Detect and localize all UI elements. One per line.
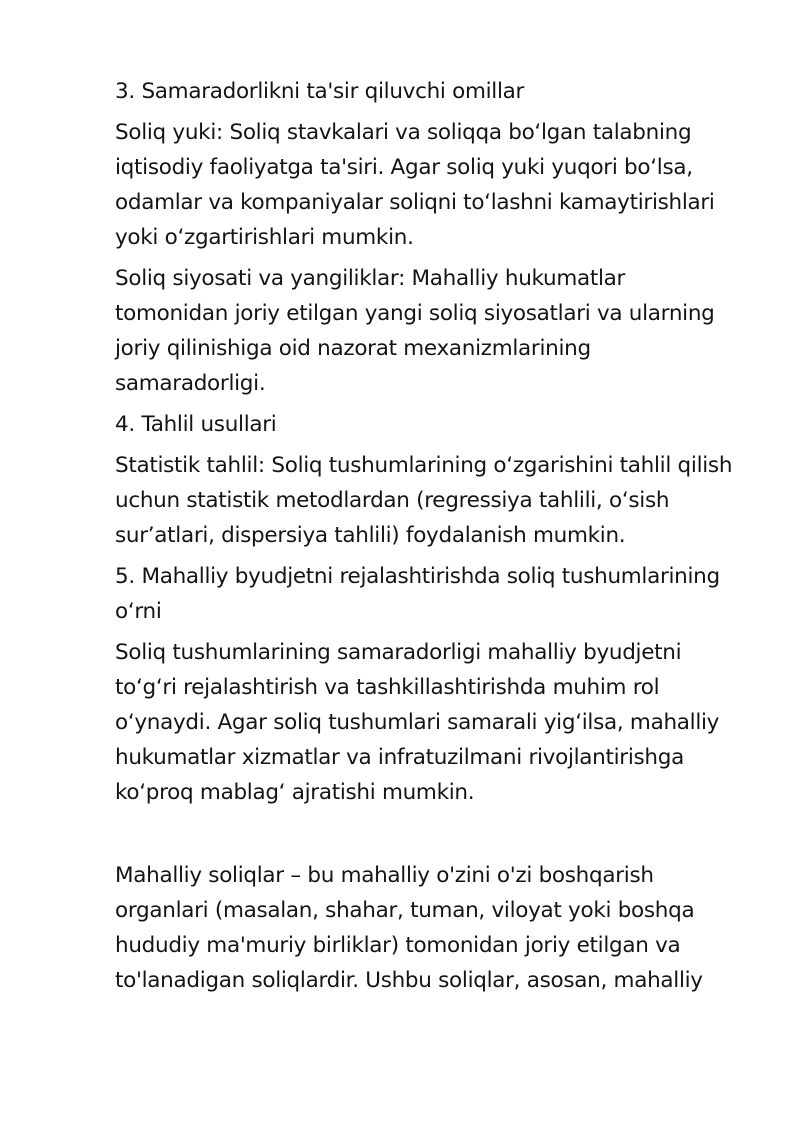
section-4-paragraph-statistical-analysis: Statistik tahlil: Soliq tushumlarining oʻzgarishini tahlil qilish uchun statistik metodlardan (regressiya tahlili, oʻsish sur’atlari, dispersiya tahlili) foydalanish mumkin.: [115, 453, 733, 548]
paragraph-spacer: [115, 816, 740, 858]
section-4-heading: 4. Tahlil usullari: [115, 412, 277, 437]
section-5-paragraph: Soliq tushumlarining samaradorligi mahalliy byudjetni toʻgʻri rejalashtirish va tashkillashtirishda muhim rol oʻynaydi. Agar soliq tushumlari samarali yigʻilsa, mahalliy hukumatlar xizmatlar va infratuzilmani rivojlantirishga koʻproq mablagʻ ajratishi mumkin.: [115, 640, 720, 805]
section-3-paragraph-tax-burden: Soliq yuki: Soliq stavkalari va soliqqa boʻlgan talabning iqtisodiy faoliyatga ta'siri. Agar soliq yuki yuqori boʻlsa, odamlar va kompaniyalar soliqni toʻlashni kamaytirishlari yoki oʻzgartirishlari mumkin.: [115, 120, 715, 250]
section-3-heading: 3. Samaradorlikni ta'sir qiluvchi omillar: [115, 79, 525, 104]
closing-paragraph-local-taxes: Mahalliy soliqlar – bu mahalliy o'zini o'zi boshqarish organlari (masalan, shahar, tuman, viloyat yoki boshqa hududiy ma'muriy birliklar) tomonidan joriy etilgan va to'lanadigan soliqlardir. Ushbu soliqlar, asosan, mahalliy: [115, 863, 703, 993]
section-5-heading: 5. Mahalliy byudjetni rejalashtirishda soliq tushumlarining oʻrni: [115, 564, 720, 624]
section-3-paragraph-tax-policy: Soliq siyosati va yangiliklar: Mahalliy hukumatlar tomonidan joriy etilgan yangi soliq siyosatlari va ularning joriy qilinishiga oid nazorat mexanizmlarining samaradorligi.: [115, 266, 715, 396]
